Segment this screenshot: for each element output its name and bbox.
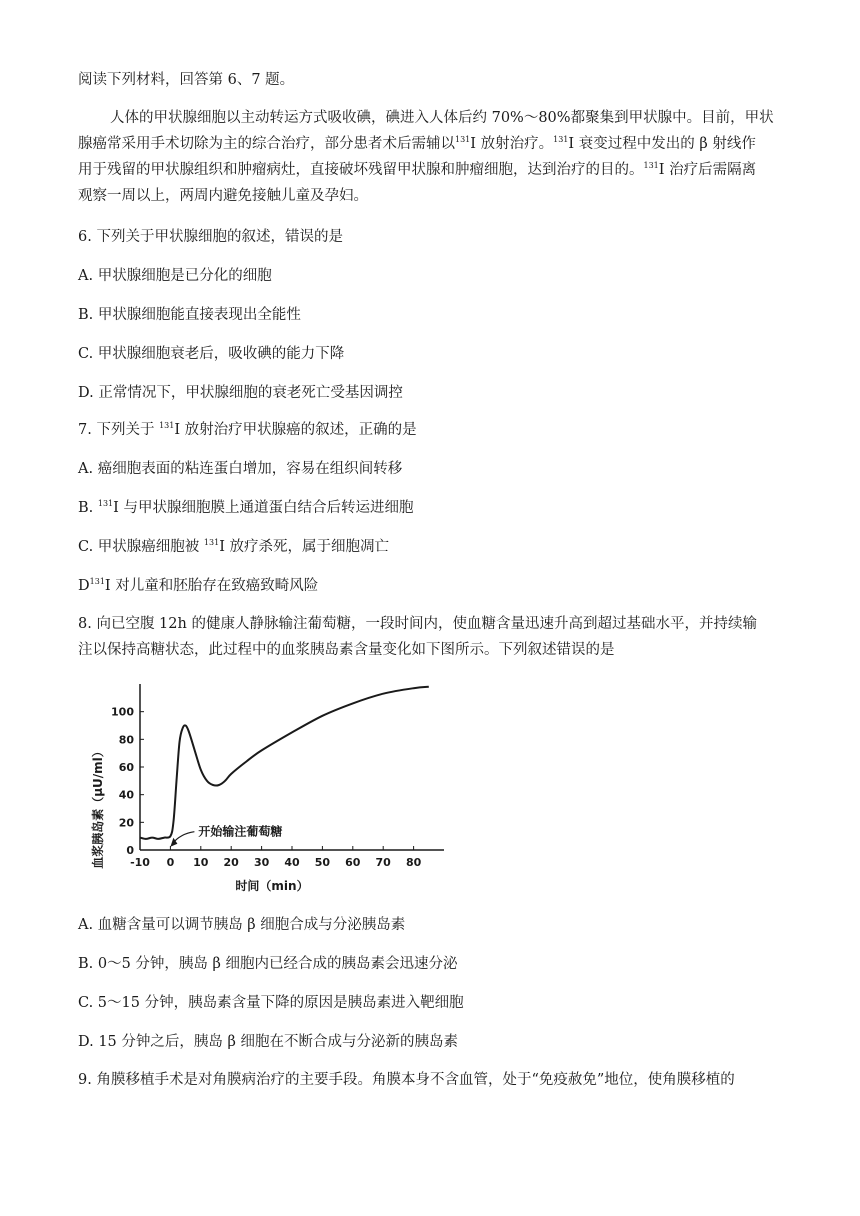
x-tick-label: 30 — [253, 856, 270, 869]
q8-option-c: C. 5～15 分钟，胰岛素含量下降的原因是胰岛素进入靶细胞 — [78, 995, 464, 1011]
q7-option-a: A. 癌细胞表面的粘连蛋白增加，容易在组织间转移 — [78, 461, 403, 477]
x-tick-label: 40 — [284, 856, 300, 869]
y-axis-label: 血浆胰岛素（μU/ml） — [91, 745, 105, 869]
insulin-curve — [140, 687, 429, 839]
y-tick-label: 20 — [118, 816, 134, 830]
q7-option-b: B. $^{131}$I 与甲状腺细胞膜上通道蛋白结合后转运进细胞 — [78, 499, 414, 516]
q6-option-b: B. 甲状腺细胞能直接表现出全能性 — [78, 307, 301, 323]
passage-line-2: 腺癌常采用手术切除为主的综合治疗，部分患者术后需辅以$^{131}$I 放射治疗。$^{131}$I 衰变过程中发出的 β 射线作 — [78, 135, 756, 152]
q9-stem: 9. 角膜移植手术是对角膜病治疗的主要手段。角膜本身不含血管，处于“免疫赦免”地位，使角膜移植的 — [78, 1072, 735, 1088]
insulin-chart — [84, 676, 464, 898]
y-tick-label: 60 — [118, 761, 134, 774]
x-axis-label: 时间（min） — [235, 879, 309, 893]
reading-instruction: 阅读下列材料，回答第 6、7 题。 — [78, 72, 295, 88]
y-tick-label: 40 — [118, 788, 134, 802]
y-tick-label: 80 — [118, 733, 134, 747]
q8-option-b: B. 0～5 分钟，胰岛 β 细胞内已经合成的胰岛素会迅速分泌 — [78, 956, 458, 972]
x-tick-label: 20 — [223, 856, 239, 869]
annotation-text: 开始输注葡萄糖 — [198, 824, 283, 839]
q7-option-c: C. 甲状腺癌细胞被 $^{131}$I 放疗杀死，属于细胞凋亡 — [78, 538, 390, 555]
x-tick-label: 80 — [405, 856, 422, 869]
x-tick-label: 60 — [345, 856, 361, 869]
q6-stem: 6. 下列关于甲状腺细胞的叙述，错误的是 — [78, 229, 343, 245]
q7-option-d: $D^{131}I$ 对儿童和胚胎存在致癌致畸风险 — [78, 577, 319, 594]
x-tick-label: 0 — [166, 856, 175, 869]
x-tick-label: 70 — [375, 856, 391, 869]
chart-axes — [140, 684, 444, 850]
y-tick-label: 0 — [126, 844, 134, 857]
q8-stem-line-2: 注以保持高糖状态，此过程中的血浆胰岛素含量变化如下图所示。下列叙述错误的是 — [78, 642, 615, 658]
q6-option-c: C. 甲状腺细胞衰老后，吸收碘的能力下降 — [78, 346, 345, 362]
y-tick-label: 100 — [111, 705, 134, 719]
x-tick-label: 50 — [314, 856, 331, 869]
x-tick-label: 10 — [193, 856, 209, 869]
q6-option-a: A. 甲状腺细胞是已分化的细胞 — [78, 268, 272, 284]
q8-option-a: A. 血糖含量可以调节胰岛 β 细胞合成与分泌胰岛素 — [78, 917, 406, 933]
chart-ticks — [111, 706, 422, 869]
passage-line-4: 观察一周以上，两周内避免接触儿童及孕妇。 — [78, 188, 368, 204]
q7-stem: 7. 下列关于 $^{131}$I 放射治疗甲状腺癌的叙述，正确的是 — [78, 421, 417, 438]
q6-option-d: D. 正常情况下，甲状腺细胞的衰老死亡受基因调控 — [78, 385, 403, 401]
passage-line-3: 用于残留的甲状腺组织和肿瘤病灶，直接破坏残留甲状腺和肿瘤细胞，达到治疗的目的。$^{131}$I 治疗后需隔离 — [78, 161, 757, 178]
passage-line-1: 人体的甲状腺细胞以主动转运方式吸收碘，碘进入人体后约 70%～80%都聚集到甲状腺中。目前，甲状 — [110, 110, 774, 126]
x-tick-label: -10 — [130, 856, 150, 869]
q8-stem-line-1: 8. 向已空腹 12h 的健康人静脉输注葡萄糖，一段时间内，使血糖含量迅速升高到超过基础水平，并持续输 — [78, 616, 757, 632]
q8-option-d: D. 15 分钟之后，胰岛 β 细胞在不断合成与分泌新的胰岛素 — [78, 1034, 458, 1050]
chart-annotation-group — [170, 824, 282, 847]
